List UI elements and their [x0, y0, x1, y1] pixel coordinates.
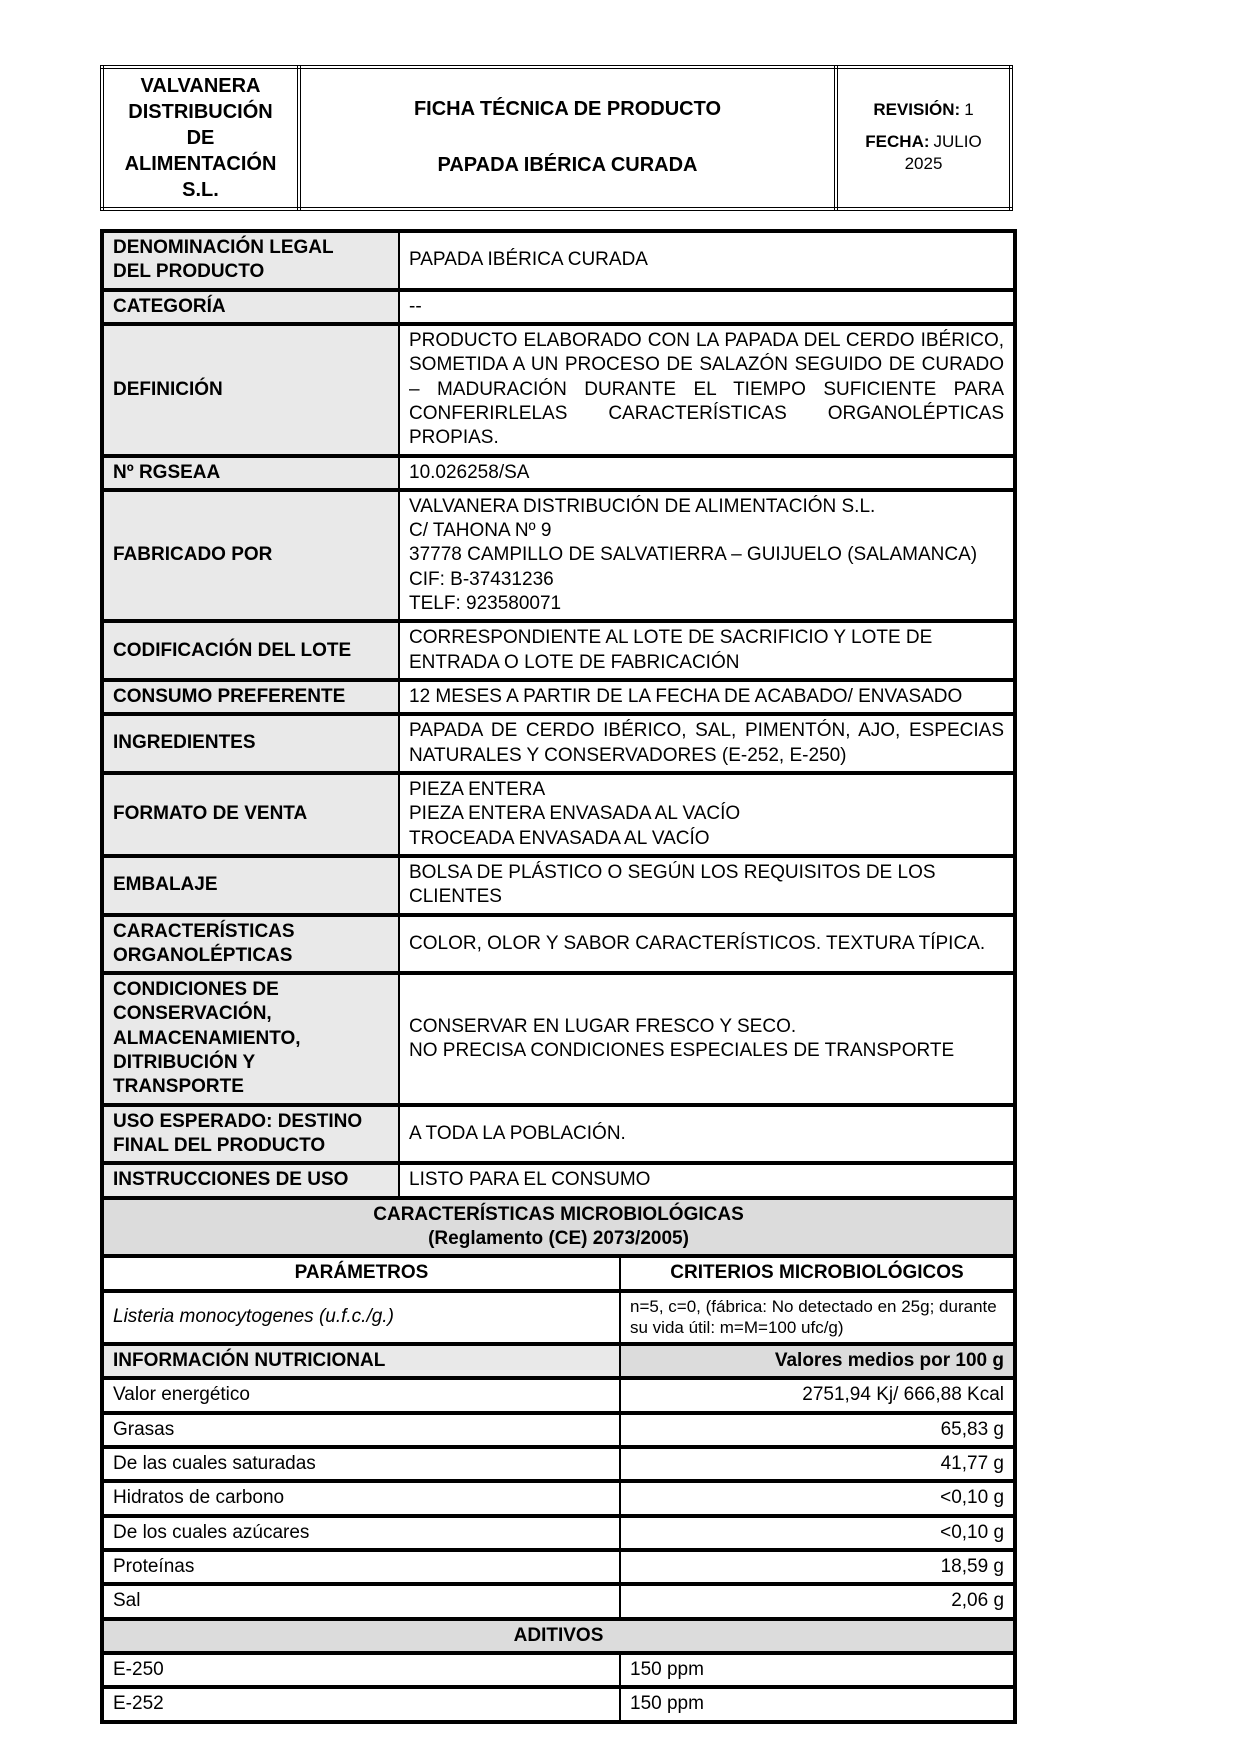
micro-criteria: n=5, c=0, (fábrica: No detectado en 25g; durante su vida útil: m=M=100 ufc/g) — [620, 1291, 1015, 1345]
row-codificacion-lote — [102, 621, 1015, 680]
row-listeria — [102, 1291, 1015, 1345]
doc-title: FICHA TÉCNICA DE PRODUCTO — [413, 98, 722, 121]
nutrient-value: <0,10 g — [620, 1516, 1015, 1550]
revision-label: REVISIÓN: — [873, 100, 961, 119]
row-label: DEFINICIÓN — [102, 324, 399, 456]
nutrient-name: Valor energético — [102, 1378, 620, 1412]
row-definicion — [102, 324, 1015, 456]
row-label: INGREDIENTES — [102, 714, 399, 773]
row-value: PAPADA DE CERDO IBÉRICO, SAL, PIMENTÓN, AJO, ESPECIAS NATURALES Y CONSERVADORES (E-252, E-250) — [399, 714, 1015, 773]
revision-cell — [836, 67, 1011, 209]
row-label — [102, 231, 399, 290]
additive-code: E-250 — [102, 1653, 620, 1687]
row-e250 — [102, 1653, 1015, 1687]
value-line: 37778 CAMPILLO DE SALVATIERRA – GUIJUELO (SALAMANCA) — [409, 544, 978, 566]
header-table — [100, 65, 1013, 211]
row-label: INSTRUCCIONES DE USO — [102, 1163, 399, 1197]
label-line: ORGANOLÉPTICAS — [113, 944, 293, 966]
row-label: Nº RGSEAA — [102, 456, 399, 490]
row-instrucciones-uso — [102, 1163, 1015, 1197]
row-value: -- — [399, 290, 1015, 324]
row-value: CORRESPONDIENTE AL LOTE DE SACRIFICIO Y LOTE DE ENTRADA O LOTE DE FABRICACIÓN — [399, 621, 1015, 680]
row-value — [399, 773, 1015, 856]
additive-code: E-252 — [102, 1687, 620, 1721]
row-label: FORMATO DE VENTA — [102, 773, 399, 856]
row-label: EMBALAJE — [102, 856, 399, 915]
row-micro-headers — [102, 1256, 1015, 1290]
value-line: PIEZA ENTERA — [409, 778, 546, 800]
nutrient-value: 2,06 g — [620, 1584, 1015, 1618]
label-line: DENOMINACIÓN LEGAL — [113, 237, 334, 258]
additive-value: 150 ppm — [620, 1687, 1015, 1721]
row-categoria — [102, 290, 1015, 324]
row-label — [102, 1105, 399, 1164]
company-name: VALVANERA DISTRIBUCIÓN DE ALIMENTACIÓN S.L. — [102, 67, 299, 209]
row-hidratos — [102, 1481, 1015, 1515]
row-valor-energetico — [102, 1378, 1015, 1412]
label-line: USO ESPERADO: DESTINO — [113, 1110, 363, 1132]
additives-title: ADITIVOS — [102, 1619, 1015, 1653]
row-value: BOLSA DE PLÁSTICO O SEGÚN LOS REQUISITOS DE LOS CLIENTES — [399, 856, 1015, 915]
row-label: CATEGORÍA — [102, 290, 399, 324]
row-saturadas — [102, 1447, 1015, 1481]
date-value: JULIO 2025 — [904, 131, 982, 173]
row-e252 — [102, 1687, 1015, 1721]
label-line: ALMACENAMIENTO, — [113, 1027, 301, 1049]
row-value: COLOR, OLOR Y SABOR CARACTERÍSTICOS. TEXTURA TÍPICA. — [399, 915, 1015, 974]
value-line: NO PRECISA CONDICIONES ESPECIALES DE TRANSPORTE — [409, 1039, 955, 1061]
nutrition-title: INFORMACIÓN NUTRICIONAL — [102, 1344, 620, 1378]
nutrient-name: De los cuales azúcares — [102, 1516, 620, 1550]
value-line: TROCEADA ENVASADA AL VACÍO — [409, 827, 710, 849]
header-row — [102, 67, 1011, 209]
row-uso-esperado — [102, 1105, 1015, 1164]
row-consumo-preferente — [102, 680, 1015, 714]
row-denominacion-legal — [102, 231, 1015, 290]
row-label: CONSUMO PREFERENTE — [102, 680, 399, 714]
nutrient-name: De las cuales saturadas — [102, 1447, 620, 1481]
nutrition-subtitle: Valores medios por 100 g — [620, 1344, 1015, 1378]
section-aditivos — [102, 1619, 1015, 1653]
product-spec-table — [100, 229, 1017, 1724]
value-line: CONSERVAR EN LUGAR FRESCO Y SECO. — [409, 1015, 797, 1037]
row-nutricion-header — [102, 1344, 1015, 1378]
date-label: FECHA: — [865, 131, 930, 151]
section-microbiologicas — [102, 1198, 1015, 1257]
additive-value: 150 ppm — [620, 1653, 1015, 1687]
row-label — [102, 973, 399, 1105]
nutrient-value: <0,10 g — [620, 1481, 1015, 1515]
label-line: CONSERVACIÓN, — [113, 1003, 272, 1025]
value-line: PIEZA ENTERA ENVASADA AL VACÍO — [409, 803, 741, 825]
row-rgseaa — [102, 456, 1015, 490]
label-line: DITRIBUCIÓN Y — [113, 1052, 256, 1074]
revision-field — [846, 99, 1001, 121]
title-cell — [299, 67, 836, 209]
section-subtitle: (Reglamento (CE) 2073/2005) — [428, 1227, 689, 1249]
row-value: A TODA LA POBLACIÓN. — [399, 1105, 1015, 1164]
row-label: FABRICADO POR — [102, 490, 399, 622]
col-parametros: PARÁMETROS — [102, 1256, 620, 1290]
row-value: 10.026258/SA — [399, 456, 1015, 490]
nutrient-value: 18,59 g — [620, 1550, 1015, 1584]
row-embalaje — [102, 856, 1015, 915]
row-proteinas — [102, 1550, 1015, 1584]
row-grasas — [102, 1413, 1015, 1447]
section-title: CARACTERÍSTICAS MICROBIOLÓGICAS — [373, 1203, 744, 1225]
row-formato-venta — [102, 773, 1015, 856]
value-line: CIF: B-37431236 — [409, 568, 554, 590]
row-value: PAPADA IBÉRICA CURADA — [399, 231, 1015, 290]
col-criterios: CRITERIOS MICROBIOLÓGICOS — [620, 1256, 1015, 1290]
row-azucares — [102, 1516, 1015, 1550]
label-line: CONDICIONES DE — [113, 979, 279, 1001]
row-caracteristicas-organolepticas — [102, 915, 1015, 974]
row-value — [399, 490, 1015, 622]
row-sal — [102, 1584, 1015, 1618]
nutrient-name: Grasas — [102, 1413, 620, 1447]
nutrient-value: 2751,94 Kj/ 666,88 Kcal — [620, 1378, 1015, 1412]
micro-param: Listeria monocytogenes (u.f.c./g.) — [102, 1291, 620, 1345]
nutrient-name: Sal — [102, 1584, 620, 1618]
date-field — [846, 131, 1001, 175]
value-line: C/ TAHONA Nº 9 — [409, 520, 552, 542]
label-line: TRANSPORTE — [113, 1076, 244, 1098]
row-fabricado-por — [102, 490, 1015, 622]
row-condiciones-conservacion — [102, 973, 1015, 1105]
row-value: 12 MESES A PARTIR DE LA FECHA DE ACABADO/ ENVASADO — [399, 680, 1015, 714]
label-line: DEL PRODUCTO — [113, 261, 265, 283]
row-label: CODIFICACIÓN DEL LOTE — [102, 621, 399, 680]
label-line: CARACTERÍSTICAS — [113, 920, 295, 942]
section-title-cell — [102, 1198, 1015, 1257]
row-value: PRODUCTO ELABORADO CON LA PAPADA DEL CERDO IBÉRICO, SOMETIDA A UN PROCESO DE SALAZÓN SEGUIDO DE CURADO – MADURACIÓN DURANTE EL TIEMPO SUFICIENTE PARA CONFERIRLELAS CARACTERÍSTICAS ORGANOLÉPTICAS PROPIAS. — [399, 324, 1015, 456]
value-line: VALVANERA DISTRIBUCIÓN DE ALIMENTACIÓN S.L. — [409, 495, 876, 517]
value-line: TELF: 923580071 — [409, 593, 562, 615]
nutrient-value: 41,77 g — [620, 1447, 1015, 1481]
revision-value: 1 — [964, 100, 974, 119]
nutrient-name: Hidratos de carbono — [102, 1481, 620, 1515]
nutrient-name: Proteínas — [102, 1550, 620, 1584]
row-value: LISTO PARA EL CONSUMO — [399, 1163, 1015, 1197]
nutrient-value: 65,83 g — [620, 1413, 1015, 1447]
row-ingredientes — [102, 714, 1015, 773]
row-value — [399, 973, 1015, 1105]
row-label — [102, 915, 399, 974]
label-line: FINAL DEL PRODUCTO — [113, 1135, 326, 1156]
product-name: PAPADA IBÉRICA CURADA — [437, 154, 698, 176]
